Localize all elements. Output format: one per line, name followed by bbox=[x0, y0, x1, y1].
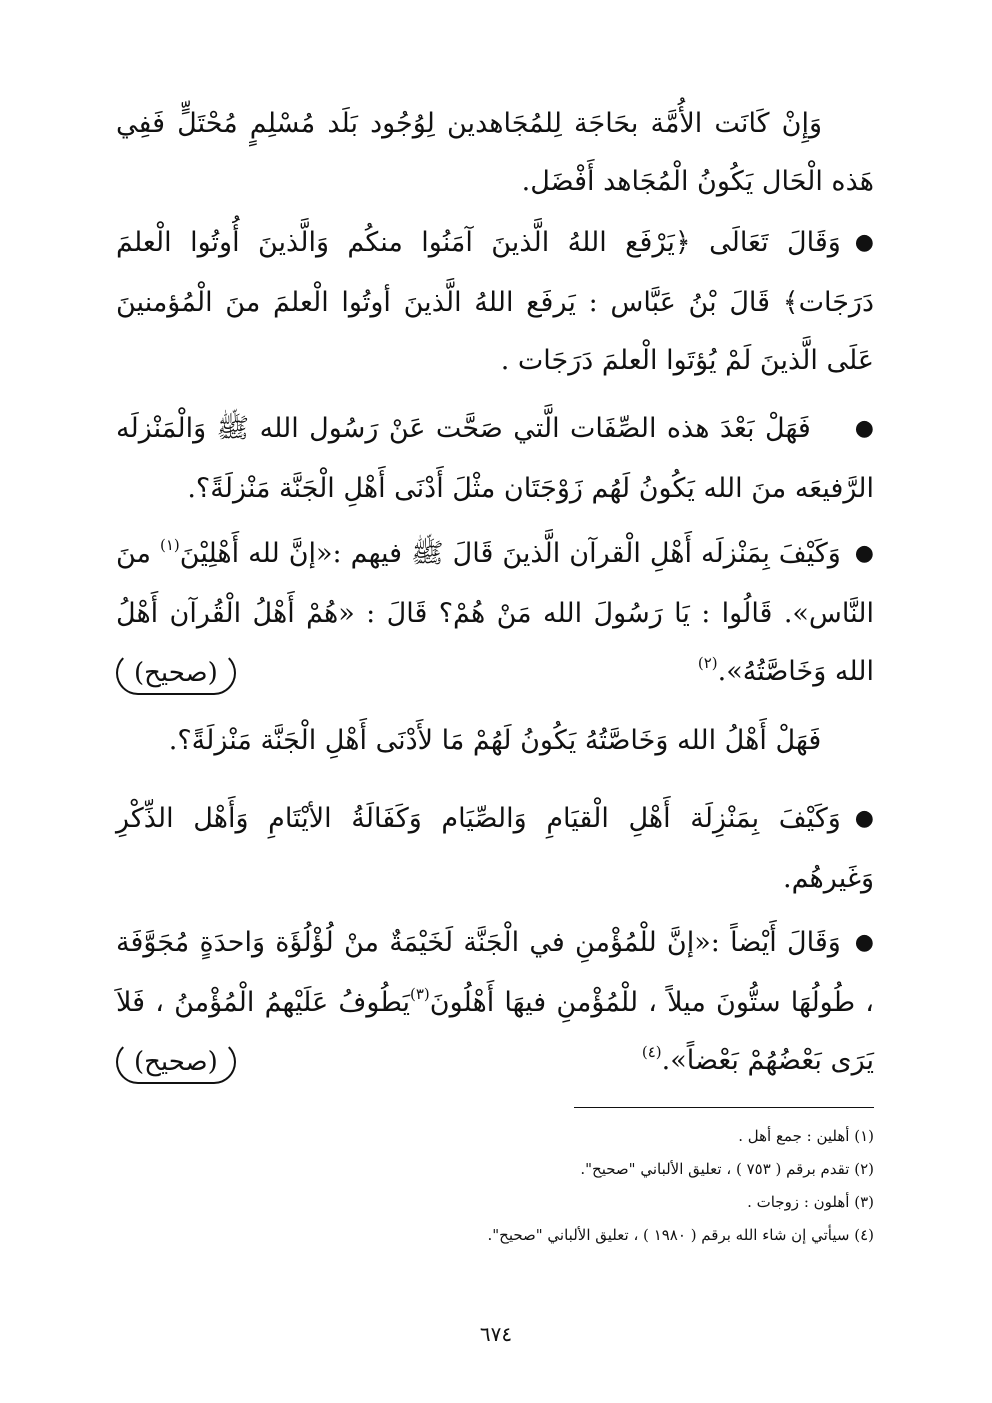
paragraph-2-text: وَقَالَ تَعَالَى ﴿يَرْفَع اللهُ الَّذينَ آمَنُوا منكُم وَالَّذينَ أُوتُوا الْعلمَ دَرَجَات﴾ قَالَ بْنُ عَبَّاس : يَرفَع اللهُ الَّذينَ أوتُوا الْعلمَ منَ الْمُؤمنينَ عَلَى الَّذينَ لَمْ يُؤتَوا الْعلمَ دَرَجَات . bbox=[116, 227, 874, 376]
paragraph-3 bbox=[116, 400, 874, 518]
paragraph-7-text-a: وَقَالَ أَيْضاً :«إنَّ للْمُؤْمنِ في الْجَنَّة لَخَيْمَةٌ منْ لُؤْلُؤَة وَاحدَةٍ مُجَوَّفَة ، طُولُهَا ستُّونَ ميلاً ، للْمُؤْمنِ فيهَا أَهْلُونَ bbox=[116, 927, 874, 1018]
footnote-ref-2[interactable]: (٢) bbox=[697, 654, 718, 672]
bullet-icon: ● bbox=[854, 416, 874, 441]
paragraph-4-text-a: وَكَيْفَ بِمَنْزلَه أَهْلِ الْقرآن الَّذينَ قَالَ ﷺ فيهم :«إنَّ لله أَهْلِيْنَ bbox=[179, 538, 841, 569]
paragraph-2 bbox=[116, 214, 874, 390]
paragraph-6-text: وَكَيْفَ بِمَنْزِلَة أَهْلِ الْقيَامِ وَالصِّيَام وَكَفَالَةُ الأيْتَامِ وَأَهْل الذِّكْرِ وَغَيرهُم. bbox=[116, 803, 874, 894]
paragraph-4-text-b: منَ النَّاس». قَالُوا : يَا رَسُولَ الله مَنْ هُمْ؟ قَالَ : «هُمْ أَهْلُ الْقُرآن أَهْلُ الله وَخَاصَّتُهُ». bbox=[116, 538, 874, 687]
footnotes bbox=[116, 1120, 874, 1252]
paragraph-1 bbox=[116, 95, 874, 211]
paragraph-4 bbox=[116, 525, 874, 701]
paragraph-5 bbox=[116, 712, 874, 770]
bullet-icon: ● bbox=[854, 230, 874, 255]
footnote-2: (٢) تقدم برقم ( ٧٥٣ ) ، تعليق الألباني "صحيح". bbox=[580, 1160, 874, 1178]
bullet-icon: ● bbox=[854, 806, 874, 831]
paragraph-1-text: وَإِنْ كَانَت الأُمَّة بحَاجَة لِلمُجَاهدين لِوُجُود بَلَد مُسْلِمٍ مُحْتَلٍّ فَفِي هَذه الْحَال يَكُونُ الْمُجَاهد أَفْضَل. bbox=[116, 108, 874, 197]
grade-badge: (صحيح) bbox=[116, 651, 236, 695]
footnote-divider bbox=[574, 1107, 874, 1108]
paragraph-5-text: فَهَلْ أَهْلُ الله وَخَاصَّتُهُ يَكُونُ لَهُمْ مَا لأَدْنَى أَهْلِ الْجَنَّة مَنْزلَةً؟. bbox=[168, 725, 822, 756]
bullet-icon: ● bbox=[854, 541, 874, 566]
footnote-3: (٣) أهلون : زوجات . bbox=[747, 1193, 874, 1211]
paragraph-7 bbox=[116, 914, 874, 1090]
bullet-icon: ● bbox=[854, 930, 874, 955]
footnote-ref-1[interactable]: (١) bbox=[159, 536, 180, 554]
paragraph-3-text: فَهَلْ بَعْدَ هذه الصِّفَات الَّتي صَحَّت عَنْ رَسُول الله ﷺ وَالْمَنْزلَه الرَّفيعَه منَ الله يَكُونُ لَهُم زَوْجَتَان مثْلَ أَدْنَى أَهْلِ الْجَنَّة مَنْزلَةً؟. bbox=[116, 413, 874, 504]
footnote-4: (٤) سيأتي إن شاء الله برقم ( ١٩٨٠ ) ، تعليق الألباني "صحيح". bbox=[487, 1226, 874, 1244]
footnote-1: (١) أهلين : جمع أهل . bbox=[738, 1127, 874, 1145]
footnote-ref-4[interactable]: (٤) bbox=[641, 1043, 662, 1061]
paragraph-6 bbox=[116, 790, 874, 908]
grade-badge: (صحيح) bbox=[116, 1040, 236, 1084]
footnote-ref-3[interactable]: (٣) bbox=[409, 985, 430, 1003]
paragraph-7-text-b: يَطُوفُ عَلَيْهمُ الْمُؤْمنُ ، فَلاَ يَرَى بَعْضُهُمْ بَعْضاً». bbox=[116, 987, 874, 1076]
page-number: ٦٧٤ bbox=[479, 1322, 513, 1346]
